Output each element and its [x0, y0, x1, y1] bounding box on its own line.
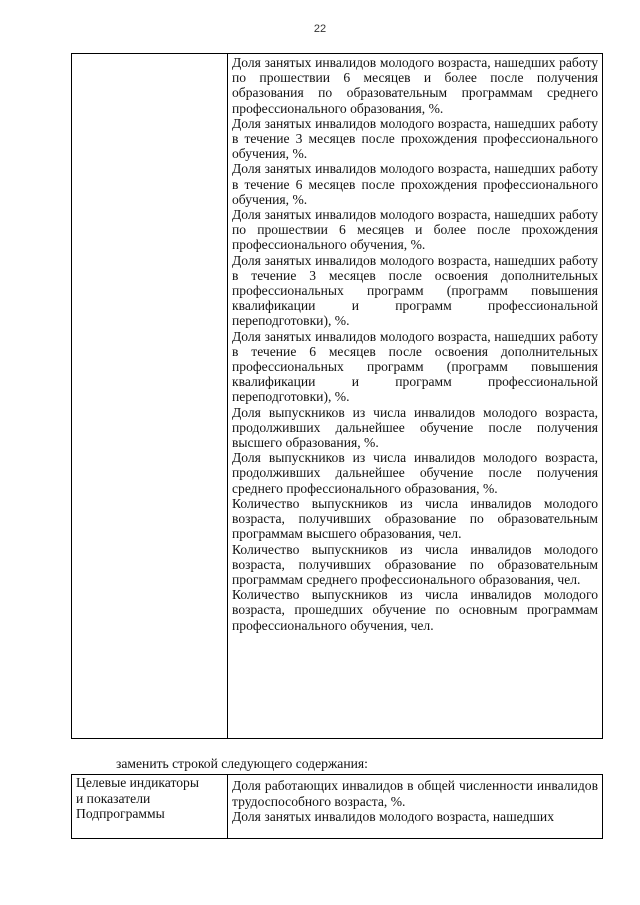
- indicator-item: Доля занятых инвалидов молодого возраста, нашедших работу в течение 3 месяцев после прохождения профессионального обучения, %.: [232, 115, 598, 162]
- table-right-cell: [228, 775, 603, 839]
- left-cell-line: Целевые индикаторы: [76, 775, 199, 790]
- table-row: [72, 775, 603, 839]
- indicator-item: Доля выпускников из числа инвалидов молодого возраста, продолживших дальнейшее обучение после получения высшего образования, %.: [232, 404, 598, 451]
- indicator-item: Количество выпускников из числа инвалидов молодого возраста, прошедших обучение по основным программам профессионального обучения, чел.: [232, 587, 598, 633]
- indicator-item: Количество выпускников из числа инвалидов молодого возраста, получивших образование по образовательным программам среднего профессионального образования, чел.: [232, 541, 598, 587]
- indicator-item: Доля выпускников из числа инвалидов молодого возраста, продолживших дальнейшее обучение после получения среднего профессионального образования, %.: [232, 450, 598, 496]
- page-number: 22: [313, 23, 327, 35]
- left-cell-line: Подпрограммы: [76, 806, 165, 821]
- left-cell-line: и показатели: [76, 790, 151, 806]
- table-right-cell: [228, 54, 603, 739]
- replace-instruction: заменить строкой следующего содержания:: [116, 756, 368, 771]
- indicators-table-continued: [71, 53, 603, 739]
- table-left-cell: [72, 775, 228, 839]
- table-row: [72, 54, 603, 739]
- table-left-cell: [72, 54, 228, 739]
- indicator-item: Количество выпускников из числа инвалидов молодого возраста, получивших образование по образовательным программам высшего образования, чел.: [232, 495, 598, 542]
- indicator-item: Доля работающих инвалидов в общей численности инвалидов трудоспособного возраста, %.: [232, 778, 598, 809]
- indicator-item: Доля занятых инвалидов молодого возраста, нашедших работу по прошествии 6 месяцев и более после прохождения профессионального обучения, %.: [232, 207, 598, 253]
- indicator-item: Доля занятых инвалидов молодого возраста, нашедших работу в течение 6 месяцев после освоения дополнительных профессиональных программ (программ повышения квалификации и программ профессиональной переподготовки), %.: [232, 328, 598, 405]
- indicator-item: Доля занятых инвалидов молодого возраста, нашедших работу в течение 3 месяцев после освоения дополнительных профессиональных программ (программ повышения квалификации и программ профессиональной переподготовки), %.: [232, 252, 598, 329]
- indicator-item: Доля занятых инвалидов молодого возраста, нашедших работу в течение 6 месяцев после прохождения профессионального обучения, %.: [232, 161, 598, 207]
- replacement-table: [71, 774, 603, 839]
- indicator-item: Доля занятых инвалидов молодого возраста, нашедших: [232, 809, 554, 824]
- indicator-item: Доля занятых инвалидов молодого возраста, нашедших работу по прошествии 6 месяцев и более после получения образования по образовательным программам среднего профессионального образования, %.: [232, 55, 598, 116]
